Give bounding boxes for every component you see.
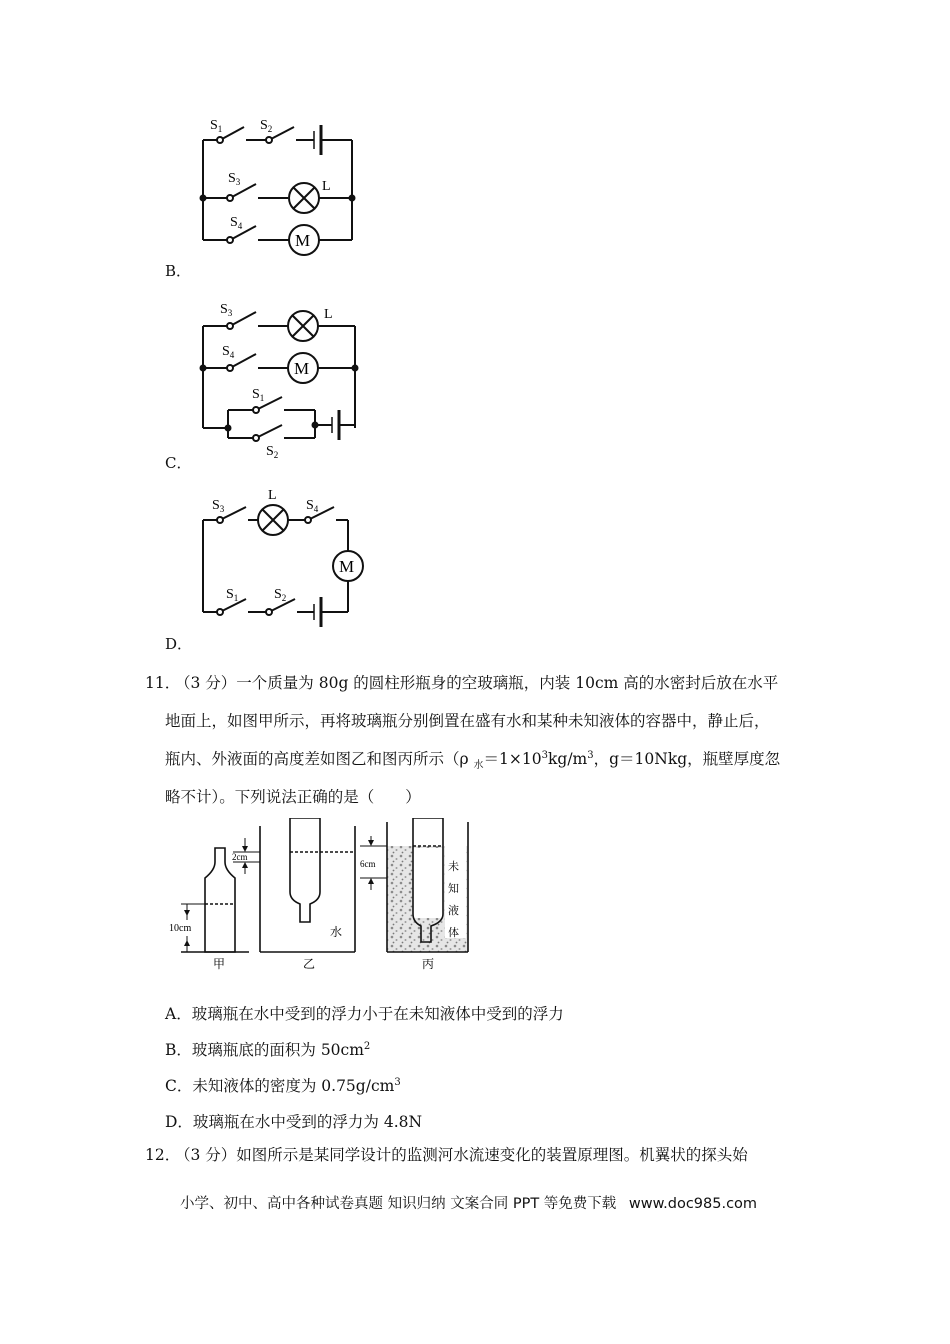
label-unknown-2: 知 [448,883,459,895]
d-s2-label: $S_2$ [274,587,287,603]
bottle-figure [165,818,485,976]
b-s3-label: $S_3$ [228,171,241,187]
c-lamp-label: L [324,307,333,322]
q11-choice-d: D．玻璃瓶在水中受到的浮力为 4.8N [165,1113,423,1131]
page-footer [180,1192,757,1213]
c-s3-label: $S_3$ [220,302,233,318]
q11-number: 11． [145,674,181,692]
d-motor-label: M [339,557,355,576]
q11-figure [165,818,485,976]
c-s2-label: $S_2$ [266,444,279,460]
label-jia: 甲 [213,957,226,971]
b-s2-label: $S_2$ [260,118,273,134]
d-s4-label: $S_4$ [306,498,319,514]
c-motor-label: M [294,359,310,378]
label-yi: 乙 [303,957,316,971]
q11-choice-a: A．玻璃瓶在水中受到的浮力小于在未知液体中受到的浮力 [165,1005,564,1023]
circuit-option-c [170,298,370,463]
b-lamp-label: L [322,179,331,194]
dim-2cm: 2cm [232,852,248,862]
c-s4-label: $S_4$ [222,344,235,360]
d-lamp-label: L [268,488,277,503]
q11-line-4: 略不计）。下列说法正确的是（ ） [165,788,421,806]
label-unknown-4: 体 [448,927,459,939]
q11-line-2: 地面上，如图甲所示，再将玻璃瓶分别倒置在盛有水和某种未知液体的容器中，静止后， [165,712,770,730]
dim-6cm: 6cm [360,859,376,869]
q11-choice-c: C．未知液体的密度为 $0.75g/cm^3$ [165,1076,401,1095]
b-s1-label: $S_1$ [210,118,223,134]
b-motor-label: M [295,231,311,250]
q12-number: 12． [145,1146,181,1164]
option-c-label: C． [165,454,192,472]
q11-line-3: 瓶内、外液面的高度差如图乙和图丙所示（ρ $_水=1\times 10^3kg/m^3$，g＝10Nkg，瓶壁厚度忽 [165,749,781,772]
q11-line-1: （3 分）一个质量为 80g 的圆柱形瓶身的空玻璃瓶，内装 10cm 高的水密封后放在水平 [175,674,779,692]
label-water: 水 [330,925,343,939]
label-unknown-3: 液 [448,905,459,917]
c-s1-label: $S_1$ [252,387,265,403]
d-s3-label: $S_3$ [212,498,225,514]
footer-text: 小学、初中、高中各种试卷真题 知识归纳 文案合同 PPT 等免费下载 [180,1196,617,1212]
q12-line-1: （3 分）如图所示是某同学设计的监测河水流速变化的装置原理图。机翼状的探头始 [175,1146,748,1164]
footer-url[interactable]: www.doc985.com [628,1196,758,1212]
option-d-label: D． [165,635,193,653]
circuit-c-diagram [170,298,370,463]
figure-jia [181,848,249,952]
circuit-d-diagram [170,484,380,634]
label-bing: 丙 [422,957,435,971]
circuit-option-b [170,110,370,270]
circuit-option-d [170,484,380,634]
option-b-label: B． [165,262,192,280]
label-unknown-1: 未 [448,861,459,873]
q11-choice-b: B．玻璃瓶底的面积为 $50cm^2$ [165,1040,371,1059]
dim-10cm: 10cm [169,923,192,934]
circuit-b-diagram [170,110,370,270]
d-s1-label: $S_1$ [226,587,239,603]
b-s4-label: $S_4$ [230,215,243,231]
